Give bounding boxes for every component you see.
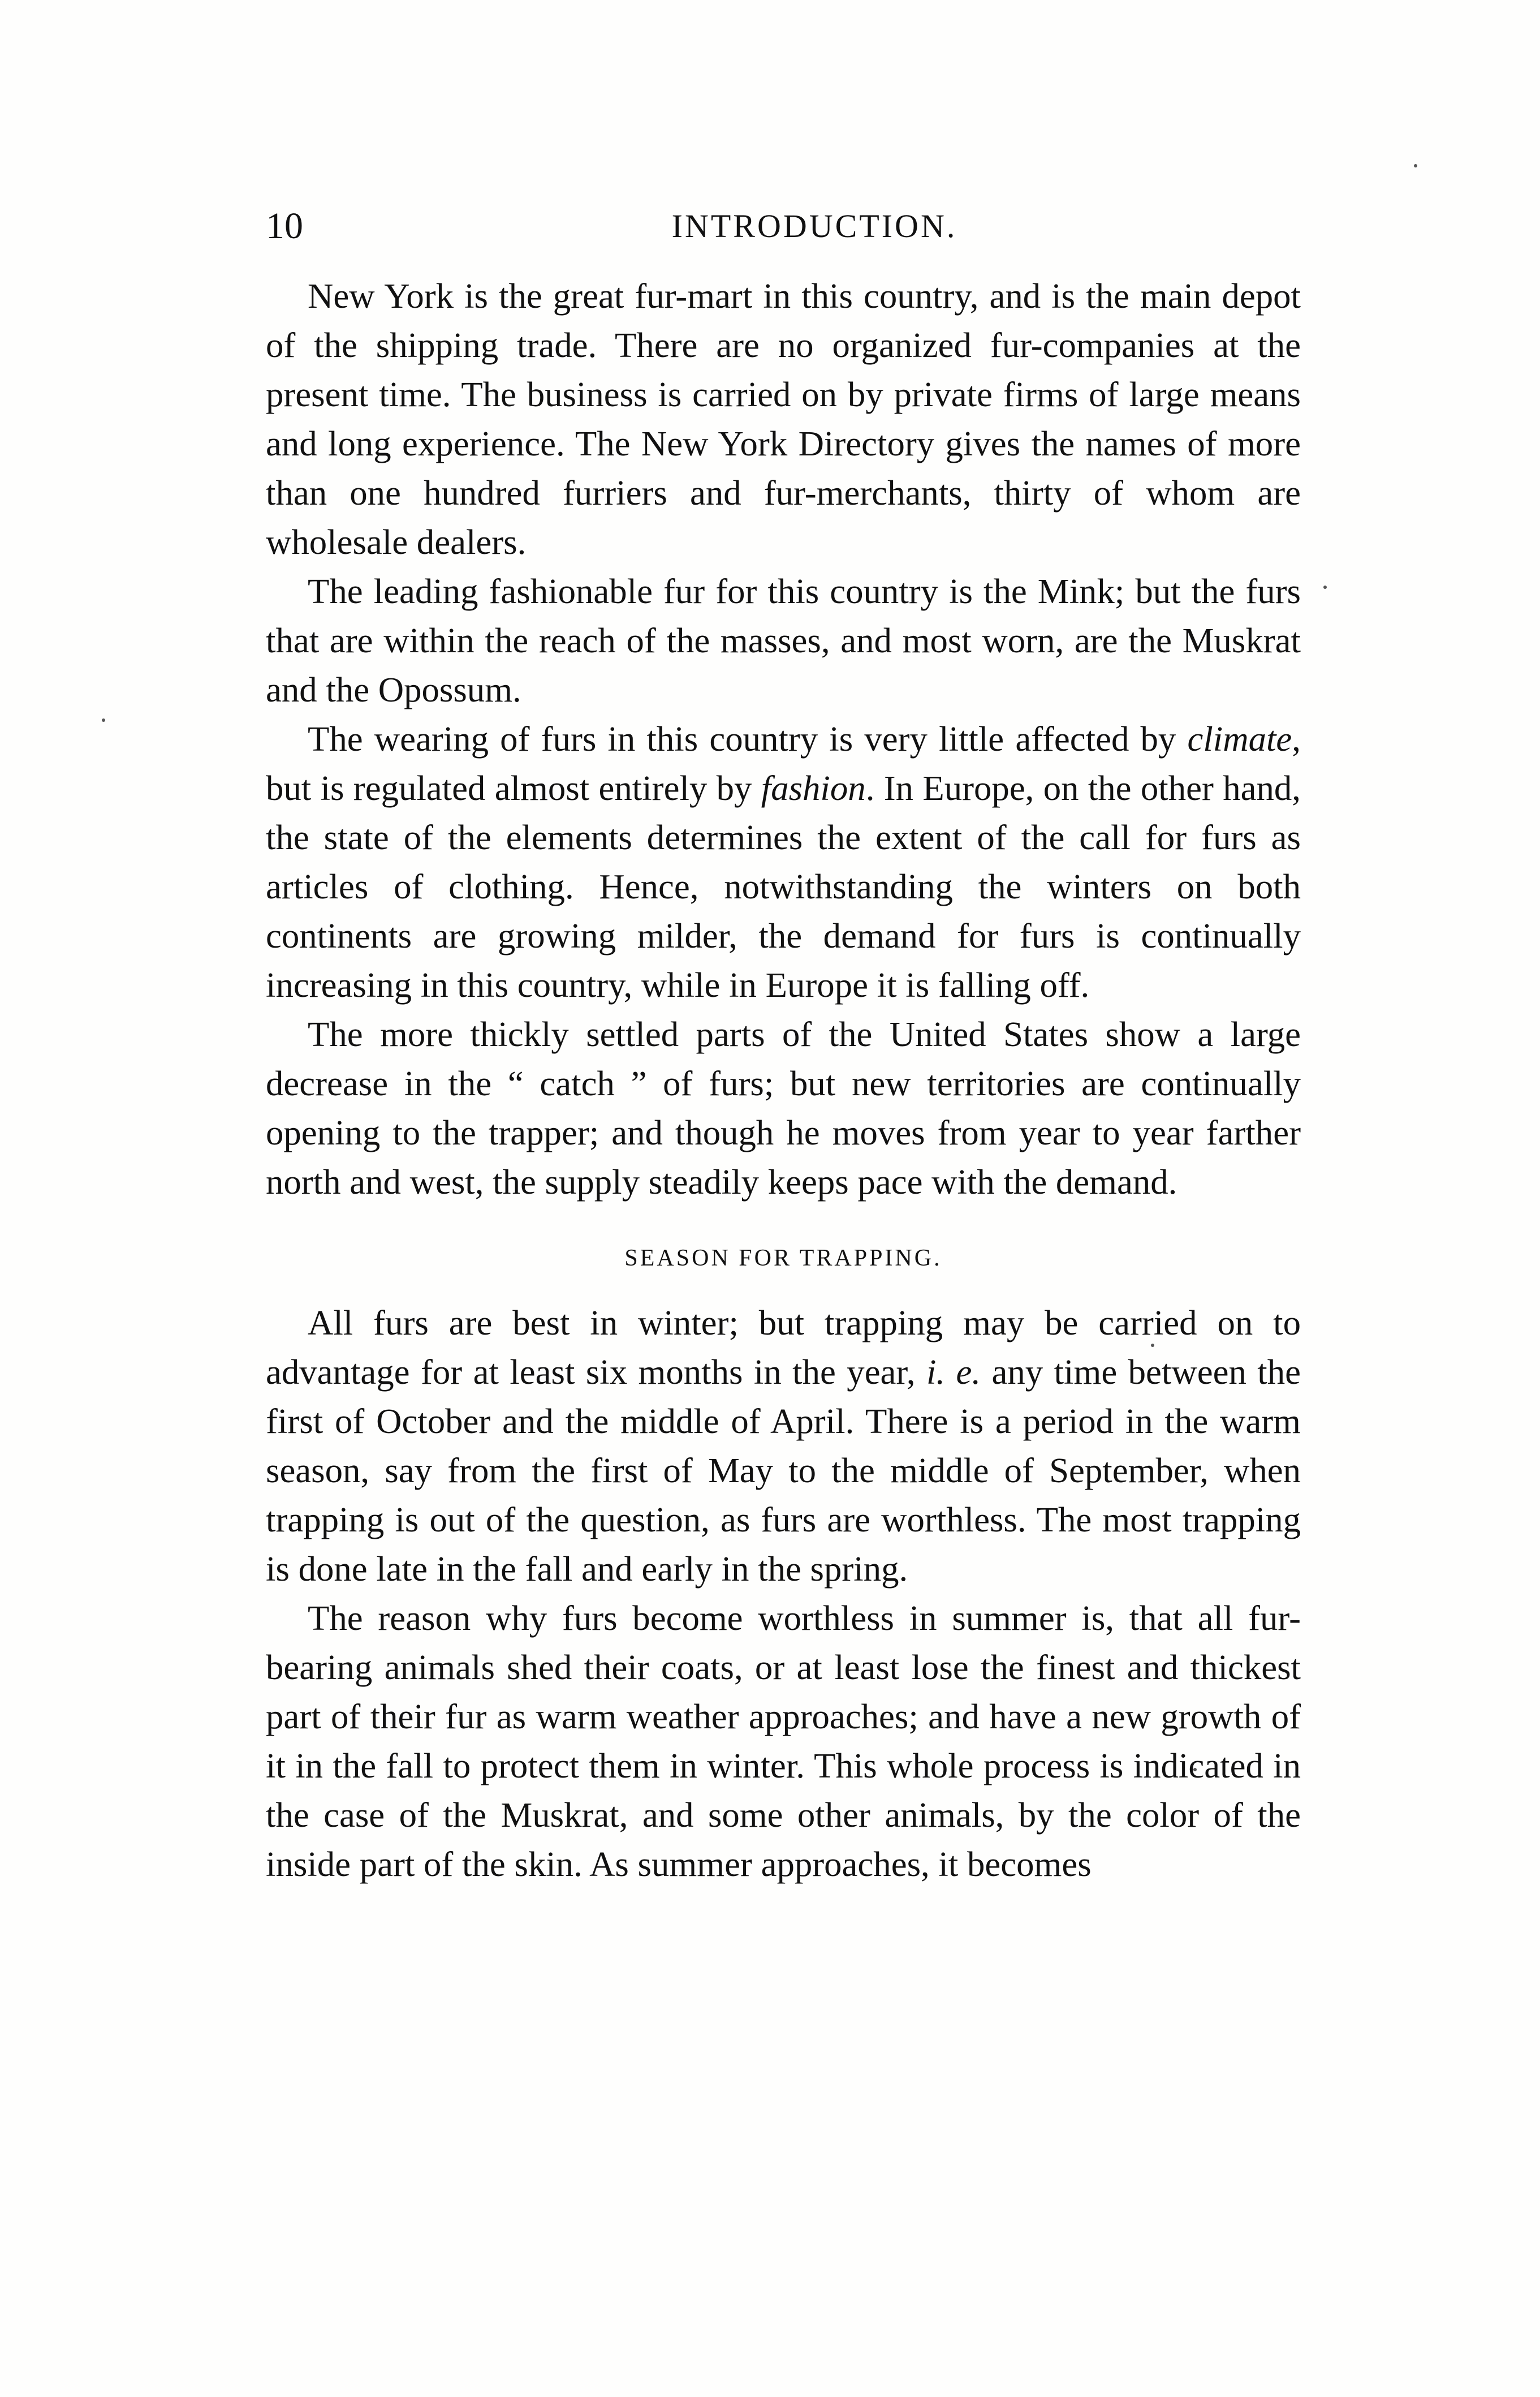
paragraph-climate-fashion [266, 715, 1301, 1010]
paragraph-text: . In Europe, on the other hand, the state of the elements determines the extent of the call for furs as articles of clothing. Hence, notwithstanding the winters on both continents are growing milder, the demand for furs is continually increasing in this country, while in Europe it is falling off. [266, 768, 1301, 1005]
paragraph-text: The wearing of furs in this country is very little affected by [308, 719, 1188, 759]
paragraph-text: All furs are best in winter; but trapping may be carried on to advantage for at least six months in the year, [266, 1303, 1301, 1392]
print-speck [1323, 586, 1327, 589]
italic-ie: i. e. [926, 1352, 981, 1392]
italic-fashion: fashion [761, 768, 866, 808]
italic-climate: climate [1187, 719, 1292, 759]
print-speck [102, 718, 105, 722]
body-text [266, 272, 1301, 1889]
paragraph-text: , but is regulated almost entirely by [266, 719, 1301, 808]
paragraph-catch-decrease: The more thickly settled parts of the United States show a large decrease in the “ catch ” of furs; but new territories are continually opening to the trapper; and though he moves from year to year farther north and west, the supply steadily keeps pace with the demand. [266, 1014, 1301, 1202]
paragraph-best-in-winter [266, 1298, 1301, 1594]
page-number: 10 [266, 205, 303, 247]
running-title: INTRODUCTION. [671, 208, 957, 244]
paragraph-fur-mart: New York is the great fur-mart in this country, and is the main depot of the shipping trade. There are no organized fur-companies at the present time. The business is carried on by private firms of large means and long experience. The New York Directory gives the names of more than one hundred furriers and fur-merchants, thirty of whom are wholesale dealers. [266, 276, 1301, 562]
section-heading: SEASON FOR TRAPPING. [624, 1245, 942, 1271]
running-head [266, 198, 1301, 255]
paragraph-shedding: The reason why furs become worthless in summer is, that all fur-bearing animals shed their coats, or at least lose the finest and thickest part of their fur as warm weather approaches; and have a new growth of it in the fall to protect them in winter. This whole process is indicated in the case of the Muskrat, and some other animals, by the color of the inside part of the skin. As summer approaches, it becomes [266, 1598, 1301, 1884]
paragraph-fashionable-fur: The leading fashionable fur for this country is the Mink; but the furs that are within the reach of the masses, and most worn, are the Muskrat and the Opossum. [266, 571, 1301, 709]
print-speck [1414, 164, 1417, 167]
paragraph-text: any time between the first of October and the middle of April. There is a period in the warm season, say from the first of May to the middle of September, when trapping is out of the question, as furs are worthless. The most trapping is done late in the fall and early in the spring. [266, 1352, 1301, 1589]
